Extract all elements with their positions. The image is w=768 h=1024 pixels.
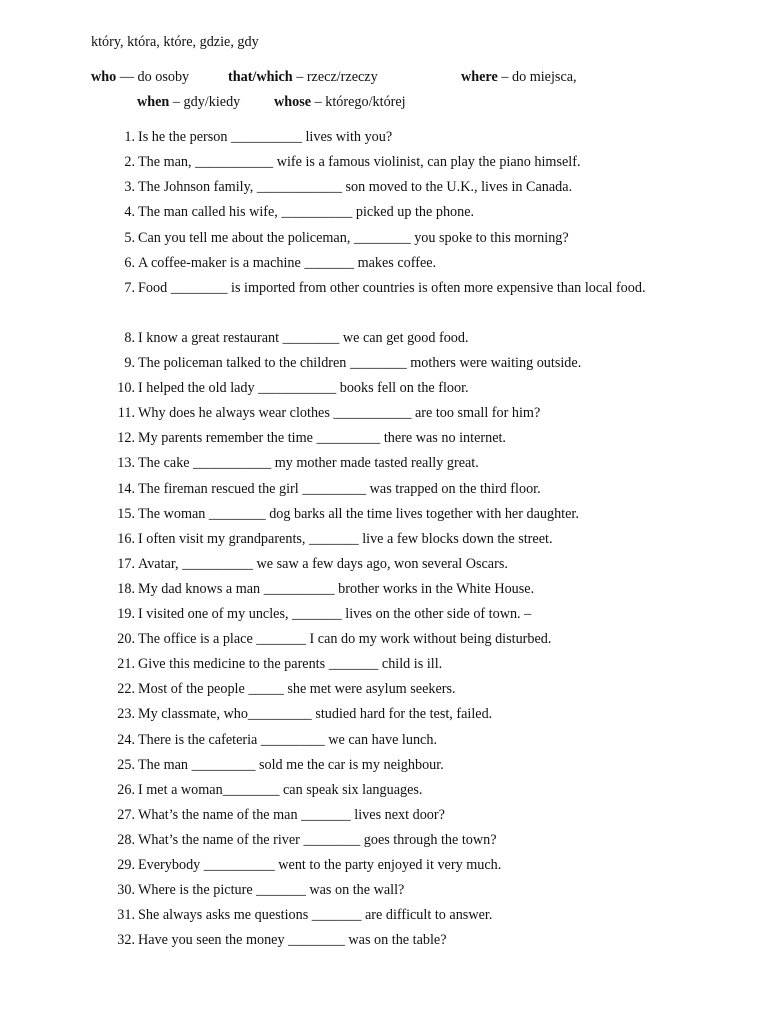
exercise-text: Is he the person __________ lives with you?: [138, 129, 393, 145]
exercise-text: The cake ___________ my mother made tasted really great.: [138, 455, 479, 471]
legend-row-1: [91, 69, 577, 86]
exercise-number: 31.: [117, 907, 135, 923]
exercise-number: 20.: [117, 631, 135, 647]
exercise-number: 11.: [117, 405, 135, 421]
legend-that-term: that/which: [228, 69, 293, 85]
exercise-number: 19.: [117, 606, 135, 622]
legend-that: [228, 69, 461, 86]
legend-where-term: where: [461, 69, 498, 85]
exercise-text: What’s the name of the man _______ lives next door?: [138, 807, 445, 823]
exercise-text: My parents remember the time _________ there was no internet.: [138, 430, 506, 446]
exercise-number: 12.: [117, 430, 135, 446]
exercise-text: The man _________ sold me the car is my neighbour.: [138, 757, 444, 773]
exercise-text: I helped the old lady ___________ books fell on the floor.: [138, 380, 469, 396]
exercise-text: My dad knows a man __________ brother works in the White House.: [138, 581, 535, 597]
legend-who-term: who: [91, 69, 117, 85]
exercise-number: 22.: [117, 681, 135, 697]
exercise-text: The man called his wife, __________ picked up the phone.: [138, 204, 475, 220]
exercise-text: Avatar, __________ we saw a few days ago, won several Oscars.: [138, 556, 508, 572]
exercise-number: 30.: [117, 882, 135, 898]
exercise-number: 10.: [117, 380, 135, 396]
exercise-number: 32.: [117, 932, 135, 948]
legend-that-def: – rzecz/rzeczy: [292, 69, 378, 85]
exercise-text: I know a great restaurant ________ we can get good food.: [138, 330, 469, 346]
worksheet-title: który, która, które, gdzie, gdy: [91, 34, 259, 50]
exercise-number: 27.: [117, 807, 135, 823]
exercise-text: Can you tell me about the policeman, ________ you spoke to this morning?: [138, 230, 569, 246]
exercise-number: 28.: [117, 832, 135, 848]
legend-where: [461, 69, 577, 86]
exercise-text: I visited one of my uncles, _______ lives on the other side of town. –: [138, 606, 532, 622]
exercise-text: What’s the name of the river ________ goes through the town?: [138, 832, 497, 848]
exercise-number: 29.: [117, 857, 135, 873]
exercise-number: 21.: [117, 656, 135, 672]
exercise-number: 26.: [117, 782, 135, 798]
exercise-text: Where is the picture _______ was on the wall?: [138, 882, 405, 898]
exercise-text: Most of the people _____ she met were asylum seekers.: [138, 681, 456, 697]
exercise-number: 16.: [117, 531, 135, 547]
exercise-number: 13.: [117, 455, 135, 471]
exercise-number: 24.: [117, 732, 135, 748]
exercise-number: 18.: [117, 581, 135, 597]
legend-when: [137, 94, 274, 111]
legend-whose-def: – którego/której: [311, 94, 406, 110]
exercise-text: Why does he always wear clothes ___________ are too small for him?: [138, 405, 541, 421]
exercise-number: 2.: [124, 154, 135, 170]
legend-who: [91, 69, 228, 86]
exercise-number: 17.: [117, 556, 135, 572]
exercise-text: The policeman talked to the children ________ mothers were waiting outside.: [138, 355, 582, 371]
legend-who-def: — do osoby: [116, 69, 190, 85]
exercise-text: A coffee-maker is a machine _______ makes coffee.: [138, 255, 437, 271]
exercise-text: Food ________ is imported from other countries is often more expensive than local food.: [138, 280, 646, 296]
exercise-number: 7.: [124, 280, 135, 296]
exercise-text: There is the cafeteria _________ we can have lunch.: [138, 732, 437, 748]
exercise-text: She always asks me questions _______ are difficult to answer.: [138, 907, 493, 923]
exercise-number: 14.: [117, 481, 135, 497]
legend-where-def: – do miejsca,: [497, 69, 577, 85]
exercise-number: 4.: [124, 204, 135, 220]
exercise-text: Have you seen the money ________ was on the table?: [138, 932, 447, 948]
exercise-text: Give this medicine to the parents _______ child is ill.: [138, 656, 443, 672]
exercise-number: 5.: [124, 230, 135, 246]
exercise-text: Everybody __________ went to the party enjoyed it very much.: [138, 857, 502, 873]
exercise-text: The man, ___________ wife is a famous violinist, can play the piano himself.: [138, 154, 581, 170]
legend-when-term: when: [137, 94, 170, 110]
exercise-number: 6.: [124, 255, 135, 271]
legend-whose: [274, 94, 406, 111]
exercise-text: The Johnson family, ____________ son moved to the U.K., lives in Canada.: [138, 179, 573, 195]
legend-when-def: – gdy/kiedy: [169, 94, 241, 110]
exercise-text: I often visit my grandparents, _______ live a few blocks down the street.: [138, 531, 553, 547]
legend-whose-term: whose: [274, 94, 312, 110]
exercise-number: 15.: [117, 506, 135, 522]
exercise-number: 3.: [124, 179, 135, 195]
exercise-number: 1.: [124, 129, 135, 145]
exercise-number: 25.: [117, 757, 135, 773]
exercise-text: I met a woman________ can speak six languages.: [138, 782, 423, 798]
exercise-text: The fireman rescued the girl _________ was trapped on the third floor.: [138, 481, 541, 497]
exercise-text: My classmate, who_________ studied hard for the test, failed.: [138, 706, 493, 722]
legend-row-2: [137, 94, 406, 111]
exercise-number: 9.: [124, 355, 135, 371]
exercise-number: 8.: [124, 330, 135, 346]
exercise-text: The woman ________ dog barks all the time lives together with her daughter.: [138, 506, 579, 522]
exercise-text: The office is a place _______ I can do my work without being disturbed.: [138, 631, 552, 647]
exercise-number: 23.: [117, 706, 135, 722]
